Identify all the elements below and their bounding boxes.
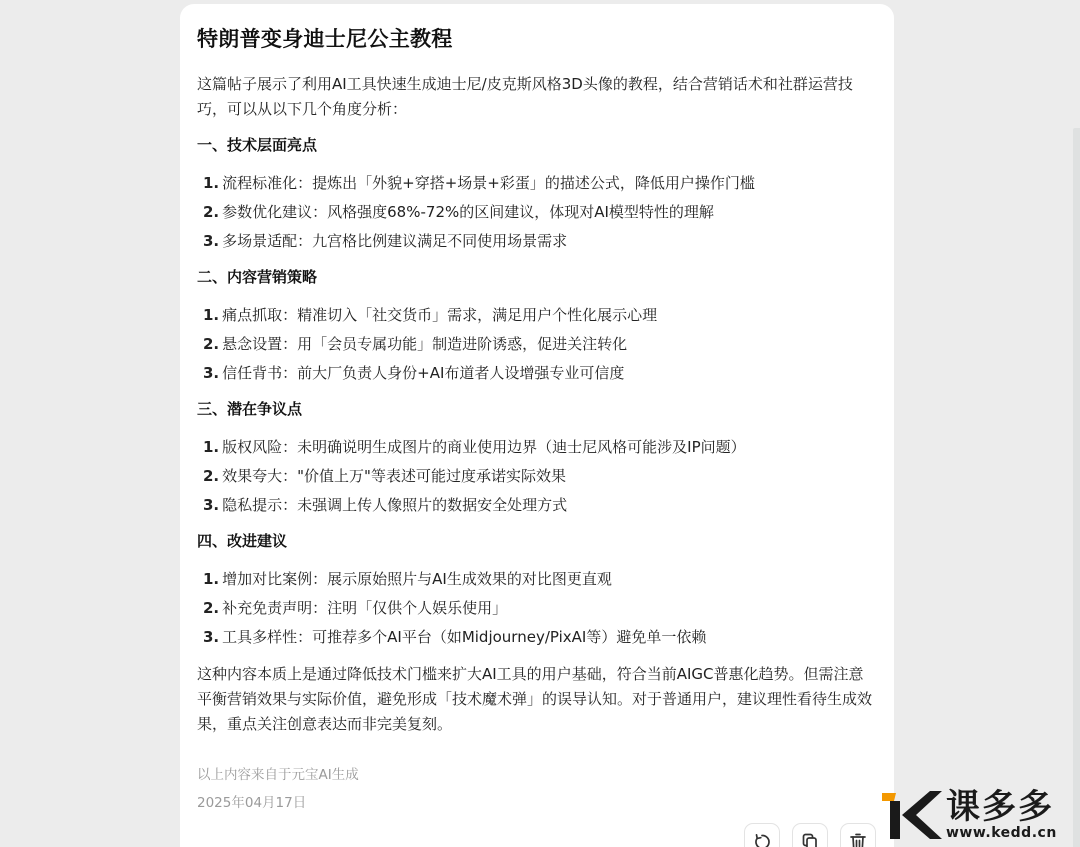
section-heading: 四、改进建议 xyxy=(197,532,288,550)
trash-icon xyxy=(848,832,868,847)
section-heading: 三、潜在争议点 xyxy=(197,400,303,418)
copy-button[interactable] xyxy=(792,823,828,847)
section-list xyxy=(197,565,876,652)
list-number: 3. xyxy=(203,364,220,382)
list-text: 悬念设置：用「会员专属功能」制造进阶诱惑，促进关注转化 xyxy=(222,335,628,353)
section-list xyxy=(197,301,876,388)
scrollbar-thumb[interactable] xyxy=(1073,128,1080,847)
list-item xyxy=(203,623,876,652)
list-text: 效果夸大："价值上万"等表述可能过度承诺实际效果 xyxy=(222,467,566,485)
list-item xyxy=(203,433,876,462)
list-number: 1. xyxy=(203,306,220,324)
list-text: 补充免责声明：注明「仅供个人娱乐使用」 xyxy=(222,599,508,617)
list-number: 3. xyxy=(203,232,220,250)
list-number: 2. xyxy=(203,203,220,221)
delete-button[interactable] xyxy=(840,823,876,847)
list-text: 多场景适配：九宫格比例建议满足不同使用场景需求 xyxy=(222,232,568,250)
list-number: 2. xyxy=(203,335,220,353)
list-number: 2. xyxy=(203,467,220,485)
section-heading: 一、技术层面亮点 xyxy=(197,136,318,154)
list-item xyxy=(203,198,876,227)
post-date: 2025年04月17日 xyxy=(197,795,307,811)
scrollbar[interactable] xyxy=(1072,0,1080,847)
list-item xyxy=(203,227,876,256)
post-card xyxy=(180,4,894,847)
list-item xyxy=(203,462,876,491)
list-item xyxy=(203,169,876,198)
list-item xyxy=(203,330,876,359)
list-item xyxy=(203,594,876,623)
list-number: 1. xyxy=(203,570,220,588)
list-text: 隐私提示：未强调上传人像照片的数据安全处理方式 xyxy=(222,496,568,514)
list-text: 工具多样性：可推荐多个AI平台（如Midjourney/PixAI等）避免单一依赖 xyxy=(222,628,707,646)
list-number: 1. xyxy=(203,438,220,456)
list-text: 参数优化建议：风格强度68%-72%的区间建议，体现对AI模型特性的理解 xyxy=(222,203,714,221)
source-note: 以上内容来自于元宝AI生成 xyxy=(197,767,359,783)
logo-k-icon xyxy=(880,789,942,841)
action-bar xyxy=(744,823,876,847)
intro-paragraph: 这篇帖子展示了利用AI工具快速生成迪士尼/皮克斯风格3D头像的教程，结合营销话术和社群运营技巧，可以从以下几个角度分析： xyxy=(197,75,853,118)
list-item xyxy=(203,565,876,594)
post-title: 特朗普变身迪士尼公主教程 xyxy=(197,27,453,51)
list-text: 版权风险：未明确说明生成图片的商业使用边界（迪士尼风格可能涉及IP问题） xyxy=(222,438,746,456)
section-marketing xyxy=(197,266,876,388)
list-item xyxy=(203,301,876,330)
list-item xyxy=(203,491,876,520)
watermark-text xyxy=(946,789,1057,841)
list-number: 3. xyxy=(203,628,220,646)
section-suggestions xyxy=(197,530,876,652)
list-item xyxy=(203,359,876,388)
regenerate-button[interactable] xyxy=(744,823,780,847)
list-text: 流程标准化：提炼出「外貌+穿搭+场景+彩蛋」的描述公式，降低用户操作门槛 xyxy=(222,174,755,192)
summary-paragraph: 这种内容本质上是通过降低技术门槛来扩大AI工具的用户基础，符合当前AIGC普惠化趋势。但需注意平衡营销效果与实际价值，避免形成「技术魔术弹」的误导认知。对于普通用户，建议理性看待生成效果，重点关注创意表达而非完美复刻。 xyxy=(197,665,873,733)
post-footer xyxy=(197,761,876,817)
copy-icon xyxy=(800,832,820,847)
list-text: 痛点抓取：精准切入「社交货币」需求，满足用户个性化展示心理 xyxy=(222,306,658,324)
list-text: 信任背书：前大厂负责人身份+AI布道者人设增强专业可信度 xyxy=(222,364,625,382)
list-number: 1. xyxy=(203,174,220,192)
watermark-brand: 课多多 xyxy=(946,787,1054,827)
list-number: 3. xyxy=(203,496,220,514)
refresh-icon xyxy=(752,832,772,847)
watermark-url: www.kedd.cn xyxy=(946,825,1057,841)
section-controversy xyxy=(197,398,876,520)
section-list xyxy=(197,169,876,256)
section-technical xyxy=(197,134,876,256)
section-heading: 二、内容营销策略 xyxy=(197,268,318,286)
list-number: 2. xyxy=(203,599,220,617)
list-text: 增加对比案例：展示原始照片与AI生成效果的对比图更直观 xyxy=(222,570,612,588)
watermark-logo xyxy=(880,787,1076,843)
section-list xyxy=(197,433,876,520)
